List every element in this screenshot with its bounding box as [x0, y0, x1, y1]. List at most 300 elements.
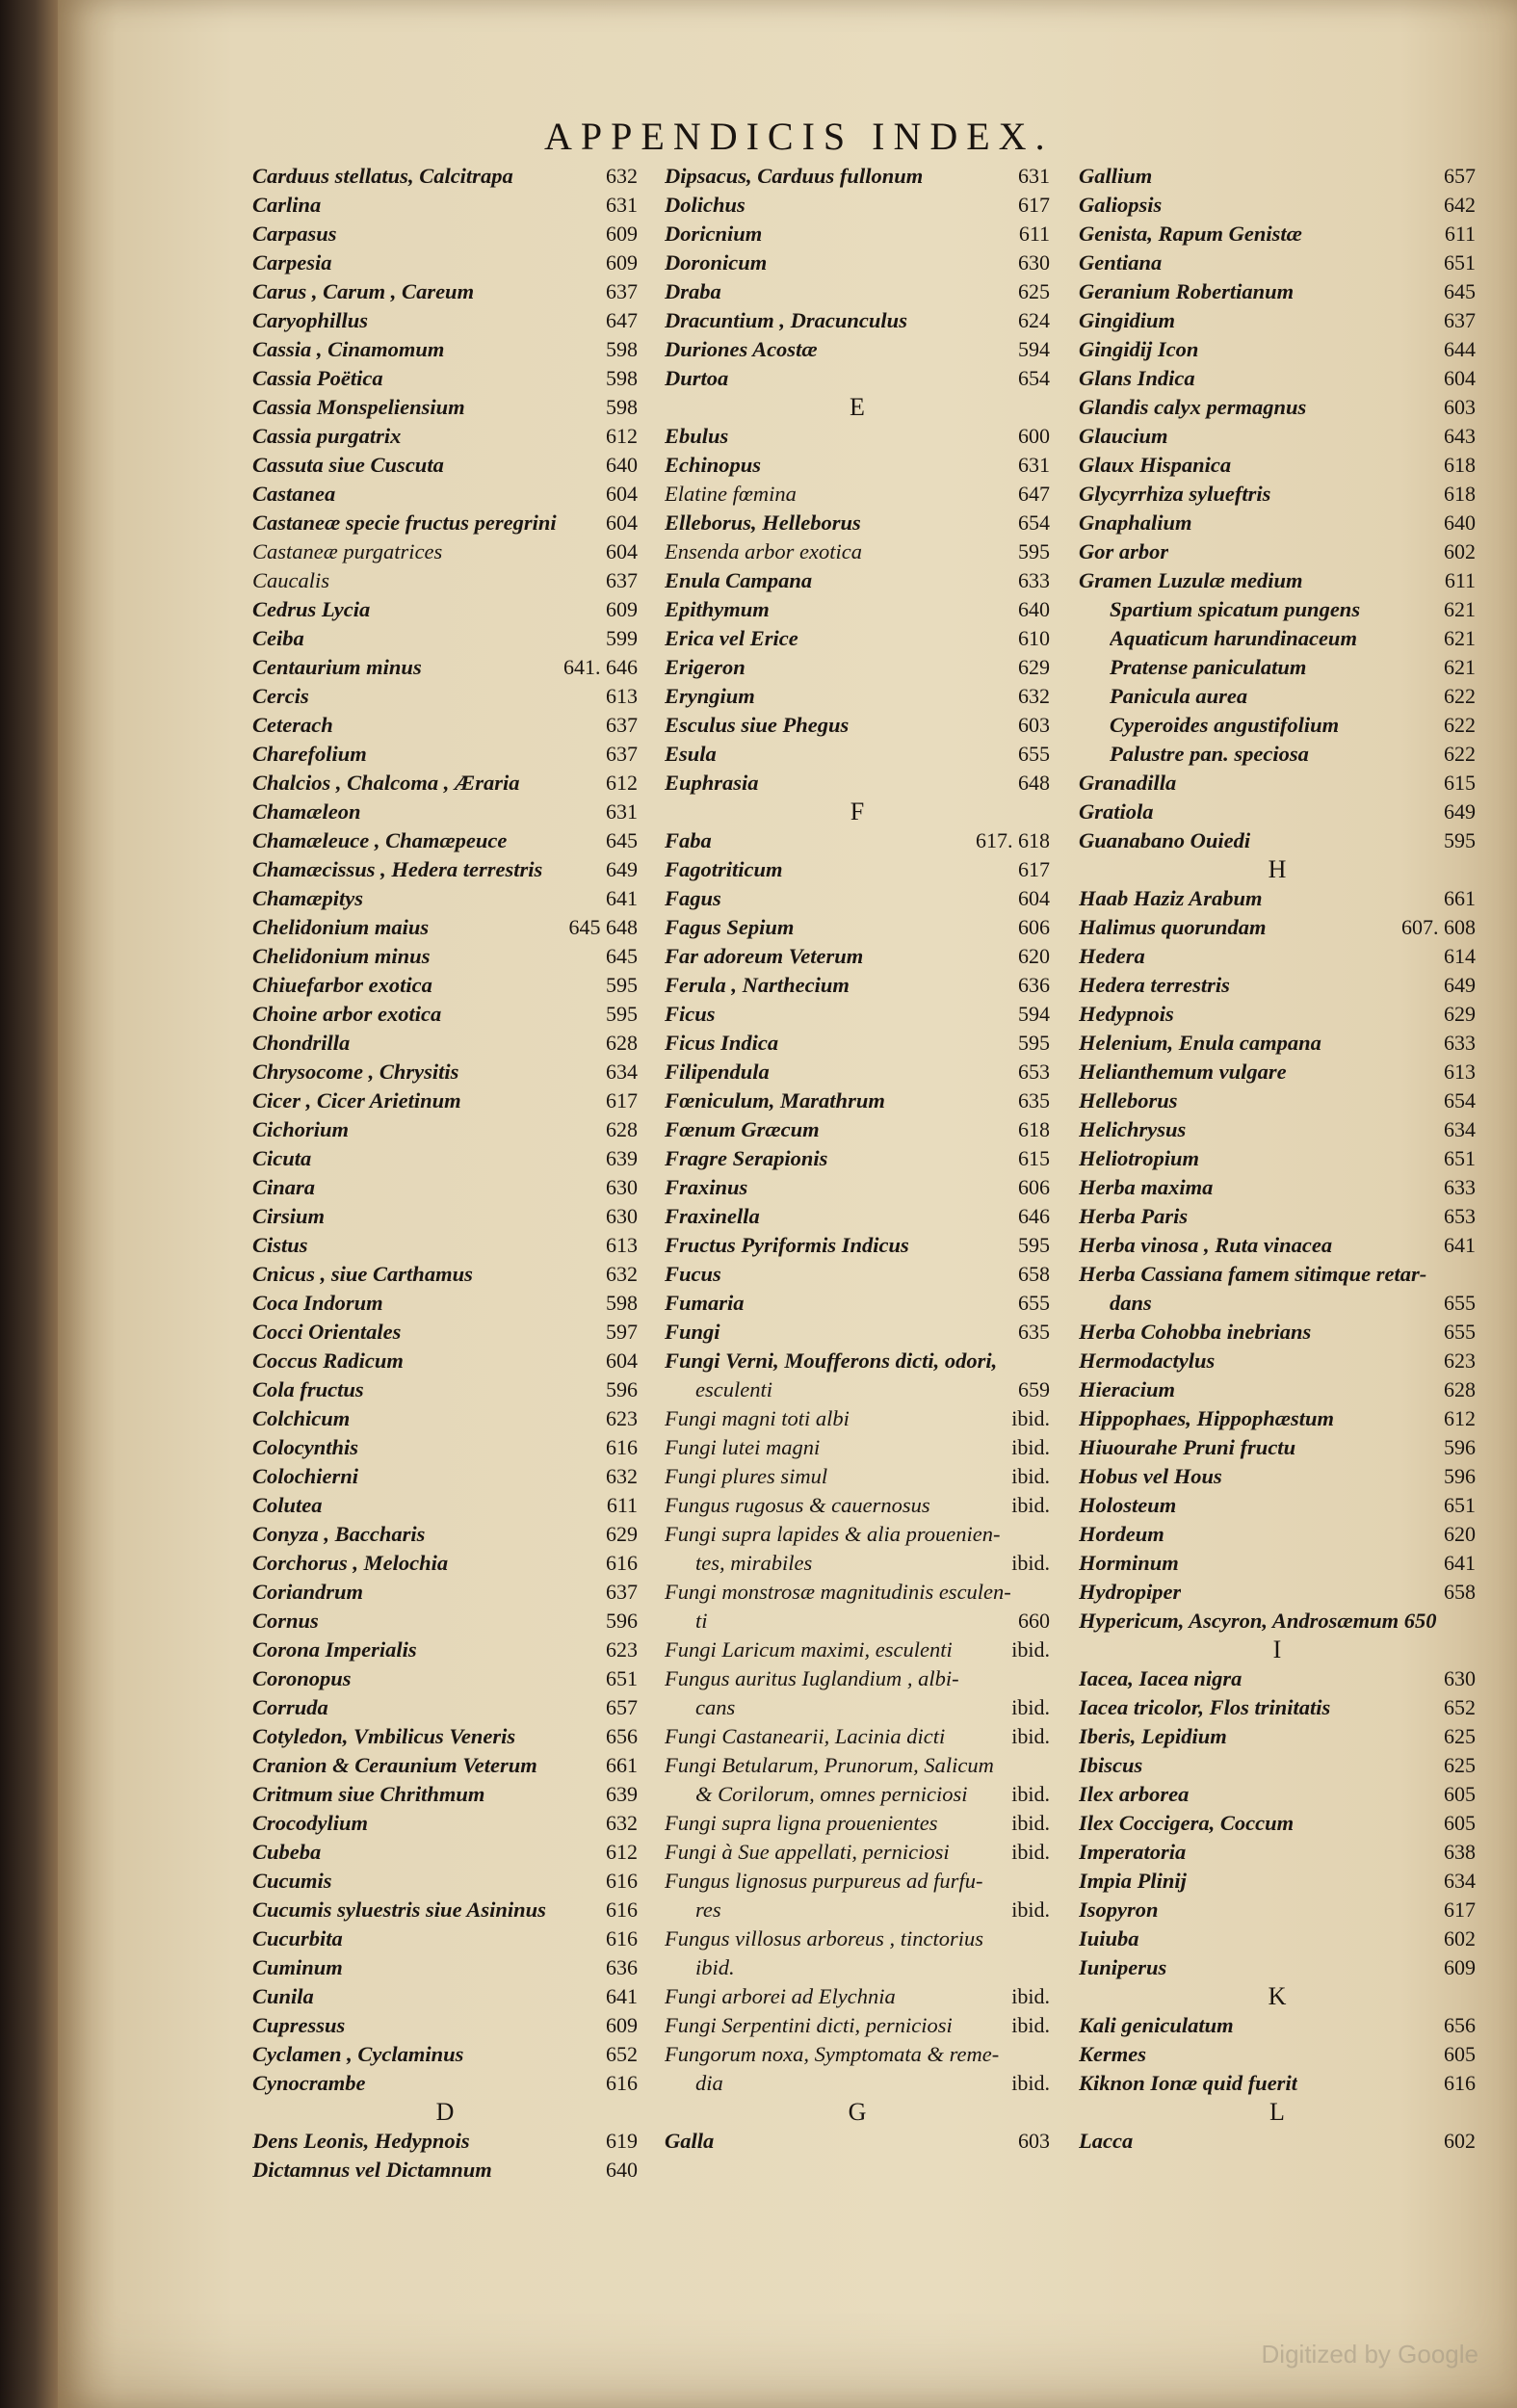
index-entry: [252, 1433, 638, 1462]
index-entry: [252, 653, 638, 682]
index-entry: [1079, 1144, 1476, 1173]
page-reference: ibid.: [1011, 1840, 1050, 1864]
page-reference: 651: [1444, 1146, 1476, 1170]
page-reference: 651: [1444, 1493, 1476, 1517]
index-entry: [665, 2040, 1050, 2069]
index-term: Elatine fœmina: [665, 482, 797, 506]
index-entry: [1079, 1231, 1476, 1260]
index-term: Ebulus: [665, 424, 729, 448]
index-term: Cornus: [252, 1609, 319, 1633]
index-term: Gramen Luzulæ medium: [1079, 568, 1303, 592]
page-reference: 637: [606, 279, 638, 303]
index-term: Cistus: [252, 1233, 308, 1257]
index-term: Galla: [665, 2129, 715, 2153]
page-reference: 653: [1018, 1060, 1050, 1084]
page-reference: 641: [606, 1984, 638, 2008]
index-term: Gallium: [1079, 164, 1153, 188]
index-term: Coca Indorum: [252, 1291, 383, 1315]
index-term: Helleborus: [1079, 1088, 1178, 1112]
index-entry: [1079, 1809, 1476, 1838]
index-entry: [665, 451, 1050, 480]
index-entry: [252, 277, 638, 306]
index-entry: [252, 191, 638, 220]
index-entry: [665, 277, 1050, 306]
index-entry: [1079, 2069, 1476, 2098]
index-term: cans: [695, 1695, 736, 1719]
page-reference: 595: [1018, 1031, 1050, 1055]
index-entry: [665, 1318, 1050, 1347]
page-reference: 625: [1444, 1724, 1476, 1748]
page-reference: 632: [606, 164, 638, 188]
index-entry: [252, 2011, 638, 2040]
index-term: Palustre pan. speciosa: [1110, 742, 1309, 766]
page-reference: 617: [1444, 1898, 1476, 1922]
digitization-watermark: Digitized by Google: [1261, 2340, 1478, 2369]
page-reference: 634: [1444, 1869, 1476, 1893]
index-entry: [665, 1347, 1050, 1375]
index-entry: [665, 537, 1050, 566]
page-reference: 609: [606, 2013, 638, 2037]
page-reference: 628: [606, 1031, 638, 1055]
index-term: Crocodylium: [252, 1811, 369, 1835]
index-term: Cyperoides angustifolium: [1110, 713, 1340, 737]
index-entry: [665, 2127, 1050, 2156]
index-term: Spartium spicatum pungens: [1110, 597, 1361, 621]
index-entry: [665, 1202, 1050, 1231]
index-entry: [1079, 2127, 1476, 2156]
index-term: Chamæleon: [252, 799, 361, 824]
page-reference: 610: [1018, 626, 1050, 650]
page-reference: 645: [606, 828, 638, 852]
index-entry: [1079, 1896, 1476, 1924]
index-entry: [252, 740, 638, 769]
index-term: Erica vel Erice: [665, 626, 798, 650]
index-entry: [1079, 1607, 1476, 1636]
index-term: Gingidium: [1079, 308, 1176, 332]
index-entry: [665, 1693, 1050, 1722]
page-reference: 640: [1444, 510, 1476, 535]
index-term: Coronopus: [252, 1666, 352, 1690]
page-reference: 621: [1444, 626, 1476, 650]
index-entry: [665, 1086, 1050, 1115]
index-term: Coccus Radicum: [252, 1348, 404, 1373]
index-entry: [1079, 162, 1476, 191]
index-term: Castaneæ purgatrices: [252, 539, 443, 563]
index-term: Ilex Coccigera, Coccum: [1079, 1811, 1295, 1835]
page-reference: 631: [1018, 453, 1050, 477]
page-reference: 628: [606, 1117, 638, 1141]
index-term: Corona Imperialis: [252, 1637, 417, 1662]
page-reference: 633: [1444, 1175, 1476, 1199]
index-entry: [1079, 1260, 1476, 1289]
index-entry: [1079, 306, 1476, 335]
index-entry: [1079, 2040, 1476, 2069]
index-term: Dipsacus, Carduus fullonum: [665, 164, 924, 188]
index-entry: [252, 1289, 638, 1318]
index-term: res: [695, 1898, 721, 1922]
index-entry: [665, 682, 1050, 711]
index-entry: [665, 1404, 1050, 1433]
index-term: Fungi Verni, Moufferons dicti, odori,: [665, 1348, 998, 1373]
index-term: Castaneæ specie fructus peregrini: [252, 510, 557, 535]
page-reference: 629: [1444, 1002, 1476, 1026]
index-entry: [252, 249, 638, 277]
index-entry: [665, 769, 1050, 798]
page-reference: 611: [1444, 568, 1476, 592]
index-entry: [665, 1029, 1050, 1058]
index-term: Cassia purgatrix: [252, 424, 402, 448]
index-entry: [252, 1549, 638, 1578]
page-reference: 616: [606, 1926, 638, 1950]
index-term: Glandis calyx permagnus: [1079, 395, 1307, 419]
index-term: Gingidij Icon: [1079, 337, 1199, 361]
index-term: Fungus rugosus & cauernosus: [665, 1493, 930, 1517]
index-entry: [665, 1375, 1050, 1404]
page-reference: 641: [1444, 1551, 1476, 1575]
index-term: Kali geniculatum: [1079, 2013, 1234, 2037]
index-term: Helianthemum vulgare: [1079, 1060, 1287, 1084]
index-entry: [1079, 1375, 1476, 1404]
index-entry: [252, 2069, 638, 2098]
page-reference: 639: [606, 1146, 638, 1170]
index-term: Herba Cassiana famem sitimque retar-: [1079, 1262, 1427, 1286]
index-entry: [252, 1231, 638, 1260]
page-reference: 631: [606, 193, 638, 217]
index-term: Ensenda arbor exotica: [665, 539, 862, 563]
index-term: Erigeron: [665, 655, 745, 679]
index-entry: [252, 1144, 638, 1173]
index-entry: [665, 306, 1050, 335]
index-term: Fumaria: [665, 1291, 745, 1315]
index-term: Esculus siue Phegus: [665, 713, 850, 737]
index-entry: [252, 1867, 638, 1896]
index-entry: [252, 1780, 638, 1809]
index-term: Fungi à Sue appellati, perniciosi: [665, 1840, 950, 1864]
page-reference: 612: [1444, 1406, 1476, 1430]
page-reference: 658: [1018, 1262, 1050, 1286]
index-term: Fagotriticum: [665, 857, 783, 881]
page-reference: 616: [606, 1551, 638, 1575]
index-term: Panicula aurea: [1110, 684, 1248, 708]
index-term: Glans Indica: [1079, 366, 1195, 390]
index-entry: [252, 1058, 638, 1086]
page-reference: 595: [1018, 539, 1050, 563]
index-term: Gratiola: [1079, 799, 1154, 824]
index-term: esculenti: [695, 1377, 772, 1401]
page-reference: ibid.: [1011, 1435, 1050, 1459]
page-reference: 598: [606, 395, 638, 419]
page-reference: 654: [1018, 510, 1050, 535]
page-reference: 605: [1444, 1811, 1476, 1835]
index-term: Fungi Betularum, Prunorum, Salicum: [665, 1753, 994, 1777]
index-term: Cedrus Lycia: [252, 597, 371, 621]
index-term: Fungi Castanearii, Lacinia dicti: [665, 1724, 946, 1748]
index-term: Hedypnois: [1079, 1002, 1174, 1026]
index-term: Fructus Pyriformis Indicus: [665, 1233, 909, 1257]
index-entry: [1079, 1202, 1476, 1231]
section-letter: F: [850, 798, 865, 825]
index-term: Fragre Serapionis: [665, 1146, 828, 1170]
page-reference: 649: [1444, 799, 1476, 824]
index-entry: [252, 1491, 638, 1520]
index-term: Fœnum Græcum: [665, 1117, 820, 1141]
page-reference: 618: [1018, 1117, 1050, 1141]
index-term: Ilex arborea: [1079, 1782, 1190, 1806]
page-reference: 638: [1444, 1840, 1476, 1864]
index-entry: [1079, 653, 1476, 682]
page-reference: ibid.: [1011, 2071, 1050, 2095]
index-term: Cynocrambe: [252, 2071, 366, 2095]
page-reference: 616: [1444, 2071, 1476, 2095]
page-reference: 622: [1444, 742, 1476, 766]
index-term: Cunila: [252, 1984, 314, 2008]
index-entry: [665, 884, 1050, 913]
page-reference: 660: [1018, 1609, 1050, 1633]
index-entry: [665, 422, 1050, 451]
index-term: Fagus Sepium: [665, 915, 795, 939]
index-entry: [665, 1173, 1050, 1202]
page-reference: 625: [1444, 1753, 1476, 1777]
page-reference: 630: [1018, 250, 1050, 275]
section-letter: H: [1268, 855, 1287, 883]
page-reference: 651: [606, 1666, 638, 1690]
page-reference: 640: [1018, 597, 1050, 621]
index-term: Holosteum: [1079, 1493, 1177, 1517]
page-reference: 642: [1444, 193, 1476, 217]
page-reference: 624: [1018, 308, 1050, 332]
index-term: Hieracium: [1079, 1377, 1175, 1401]
index-entry: [1079, 1058, 1476, 1086]
page-reference: 618: [1444, 453, 1476, 477]
index-entry: [665, 1636, 1050, 1664]
index-term: Fagus: [665, 886, 721, 910]
page-reference: 604: [1444, 366, 1476, 390]
page-reference: 632: [606, 1811, 638, 1835]
index-entry: [665, 740, 1050, 769]
page-reference: 612: [606, 1840, 638, 1864]
page-reference: 632: [606, 1464, 638, 1488]
index-entry: [252, 1636, 638, 1664]
index-entry: [252, 971, 638, 1000]
index-entry: [665, 1924, 1050, 1953]
index-term: Fungus villosus arboreus , tinctorius: [665, 1926, 984, 1950]
index-entry: [1079, 595, 1476, 624]
page-reference: 622: [1444, 684, 1476, 708]
index-entry: [665, 942, 1050, 971]
page-reference: 634: [606, 1060, 638, 1084]
index-term: Hydropiper: [1079, 1580, 1182, 1604]
index-entry: [1079, 277, 1476, 306]
page-reference: 598: [606, 1291, 638, 1315]
page-reference: 620: [1018, 944, 1050, 968]
index-entry: [252, 1347, 638, 1375]
index-entry: [252, 1202, 638, 1231]
page-reference: 652: [1444, 1695, 1476, 1719]
index-entry: [665, 162, 1050, 191]
index-term: Fungi Serpentini dicti, perniciosi: [665, 2013, 953, 2037]
index-term: ibid.: [695, 1955, 735, 1979]
index-term: Herba maxima: [1079, 1175, 1214, 1199]
index-entry: [252, 798, 638, 826]
page-reference: 657: [1444, 164, 1476, 188]
index-entry: [1079, 1664, 1476, 1693]
index-term: Cuminum: [252, 1955, 343, 1979]
index-term: Hordeum: [1079, 1522, 1164, 1546]
index-term: Fraxinus: [665, 1175, 748, 1199]
index-term: & Corilorum, omnes perniciosi: [695, 1782, 968, 1806]
page-reference: 645: [1444, 279, 1476, 303]
index-entry: [252, 1982, 638, 2011]
index-entry: [252, 451, 638, 480]
index-term: Epithymum: [665, 597, 770, 621]
page-reference: 651: [1444, 250, 1476, 275]
index-entry: [665, 1289, 1050, 1318]
index-term: Aquaticum harundinaceum: [1110, 626, 1357, 650]
index-entry: [665, 1982, 1050, 2011]
page-reference: 604: [606, 539, 638, 563]
page-reference: ibid.: [1011, 1551, 1050, 1575]
index-term: Granadilla: [1079, 771, 1177, 795]
index-term: Critmum siue Chrithmum: [252, 1782, 485, 1806]
index-entry: [1079, 1173, 1476, 1202]
index-entry: [665, 2069, 1050, 2098]
index-term: Glycyrrhiza sylueftris: [1079, 482, 1271, 506]
index-term: Cicuta: [252, 1146, 312, 1170]
index-term: Geranium Robertianum: [1079, 279, 1295, 303]
index-term: Impia Plinij: [1079, 1869, 1187, 1893]
page-reference: 641. 646: [563, 655, 638, 679]
index-entry: [1079, 1289, 1476, 1318]
index-term: Chiuefarbor exotica: [252, 973, 432, 997]
page-reference: 607. 608: [1401, 915, 1476, 939]
index-term: Centaurium minus: [252, 655, 422, 679]
page-reference: 605: [1444, 1782, 1476, 1806]
page-reference: 636: [1018, 973, 1050, 997]
index-entry: [665, 971, 1050, 1000]
index-entry: [1079, 971, 1476, 1000]
index-term: Durtoa: [665, 366, 729, 390]
page-reference: 617: [606, 1088, 638, 1112]
index-term: Iberis, Lepidium: [1079, 1724, 1227, 1748]
index-term: Ceiba: [252, 626, 304, 650]
page-reference: 637: [606, 742, 638, 766]
index-term: Cinara: [252, 1175, 316, 1199]
page-reference: 612: [606, 771, 638, 795]
page-reference: 617: [1018, 857, 1050, 881]
index-term: Fungi lutei magni: [665, 1435, 821, 1459]
index-entry: [1079, 1086, 1476, 1115]
page-reference: 609: [606, 250, 638, 275]
index-entry: [252, 769, 638, 798]
index-term: Colchicum: [252, 1406, 351, 1430]
index-term: Imperatoria: [1079, 1840, 1187, 1864]
index-entry: [665, 1896, 1050, 1924]
index-term: Heliotropium: [1079, 1146, 1200, 1170]
page-reference: 648: [1018, 771, 1050, 795]
index-term: Halimus quorundam: [1079, 915, 1267, 939]
index-entry: [252, 682, 638, 711]
index-entry: [665, 335, 1050, 364]
page-reference: 657: [606, 1695, 638, 1719]
page-reference: 630: [606, 1175, 638, 1199]
page-reference: 628: [1444, 1377, 1476, 1401]
index-term: Ibiscus: [1079, 1753, 1143, 1777]
index-term: Fungi supra ligna prouenientes: [665, 1811, 938, 1835]
page-reference: 647: [606, 308, 638, 332]
index-term: Cranion & Ceraunium Veterum: [252, 1753, 537, 1777]
index-entry: [1079, 711, 1476, 740]
index-term: Iacea, Iacea nigra: [1079, 1666, 1242, 1690]
index-entry: [665, 1115, 1050, 1144]
index-entry: [252, 1318, 638, 1347]
index-term: Echinopus: [665, 453, 762, 477]
page-reference: 645: [606, 944, 638, 968]
index-entry: [252, 1953, 638, 1982]
page-reference: 632: [606, 1262, 638, 1286]
index-term: Herba Paris: [1079, 1204, 1189, 1228]
page-reference: 597: [606, 1320, 638, 1344]
index-entry: [665, 191, 1050, 220]
index-entry: [1079, 1115, 1476, 1144]
page-reference: 618: [1444, 482, 1476, 506]
section-letter: L: [1269, 2098, 1285, 2126]
page-reference: 611: [1444, 222, 1476, 246]
page-reference: 655: [1018, 742, 1050, 766]
page-reference: 637: [1444, 308, 1476, 332]
index-entry: [1079, 364, 1476, 393]
index-term: Haab Haziz Arabum: [1079, 886, 1263, 910]
page-reference: 602: [1444, 1926, 1476, 1950]
page-reference: ibid.: [1011, 1464, 1050, 1488]
page-reference: 661: [1444, 886, 1476, 910]
page-reference: 635: [1018, 1320, 1050, 1344]
index-entry: [252, 537, 638, 566]
index-entry: [1079, 1722, 1476, 1751]
index-entry: [665, 1578, 1050, 1607]
index-term: Carus , Carum , Careum: [252, 279, 475, 303]
index-term: Carpesia: [252, 250, 332, 275]
page-reference: 621: [1444, 597, 1476, 621]
index-entry: [252, 1462, 638, 1491]
page-reference: ibid.: [1011, 1406, 1050, 1430]
index-term: Corruda: [252, 1695, 328, 1719]
index-term: Glaux Hispanica: [1079, 453, 1232, 477]
index-term: Carlina: [252, 193, 322, 217]
index-entry: [665, 480, 1050, 509]
page-reference: 609: [606, 597, 638, 621]
index-term: Fucus: [665, 1262, 721, 1286]
index-entry: [665, 1231, 1050, 1260]
index-entry: [252, 162, 638, 191]
page-reference: 595: [606, 973, 638, 997]
index-term: Chamæleuce , Chamæpeuce: [252, 828, 508, 852]
index-term: dans: [1110, 1291, 1152, 1315]
page-reference: 617. 618: [976, 828, 1050, 852]
index-entry: [252, 1375, 638, 1404]
index-term: Fungi monstrosæ magnitudinis esculen-: [665, 1580, 1011, 1604]
index-term: Caryophillus: [252, 308, 369, 332]
index-term: Fungi plures simul: [665, 1464, 828, 1488]
page-reference: 641: [606, 886, 638, 910]
page-reference: 659: [1018, 1377, 1050, 1401]
page-reference: ibid.: [1011, 1637, 1050, 1662]
index-entry: [1079, 682, 1476, 711]
page-reference: 604: [606, 1348, 638, 1373]
index-term: Cassia Poëtica: [252, 366, 383, 390]
index-entry: [252, 306, 638, 335]
page-reference: ibid.: [1011, 1984, 1050, 2008]
page-reference: 594: [1018, 1002, 1050, 1026]
